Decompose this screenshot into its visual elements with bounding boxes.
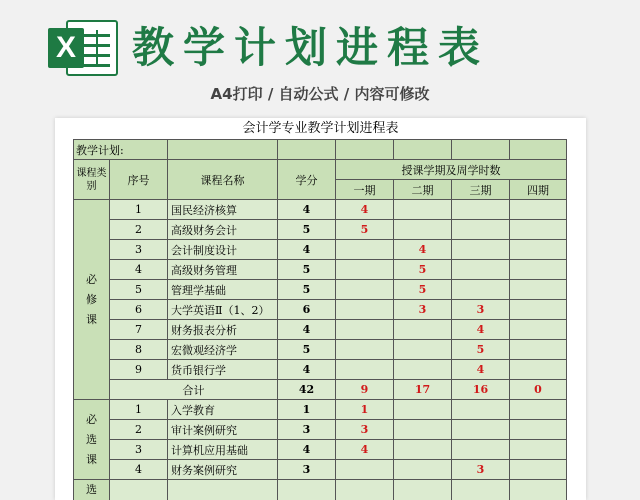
term-hours[interactable] [394,320,452,340]
note-label[interactable]: 教学计划: [74,140,168,160]
term-header[interactable]: 三期 [452,180,510,200]
table-row [74,400,567,420]
table-row [74,300,567,320]
term-hours[interactable] [394,200,452,220]
table-row [74,480,567,500]
row-number[interactable]: 6 [110,300,168,320]
term-hours[interactable] [336,340,394,360]
term-hours[interactable]: 4 [452,360,510,380]
empty-cell[interactable] [168,480,278,500]
term-hours[interactable]: 3 [452,300,510,320]
term-hours[interactable] [394,400,452,420]
term-hours[interactable]: 3 [336,420,394,440]
plan-table [73,139,567,500]
row-number[interactable]: 4 [110,260,168,280]
term-hours[interactable] [394,460,452,480]
row-number[interactable]: 1 [110,200,168,220]
term-hours[interactable] [336,320,394,340]
credit-value[interactable]: 4 [278,200,336,220]
sheet-title: 会计学专业教学计划进程表 [242,121,399,136]
total-label[interactable]: 合计 [110,380,278,400]
course-name[interactable]: 入学教育 [168,400,278,420]
term-hours[interactable] [510,200,567,220]
excel-icon [48,20,118,76]
term-hours[interactable] [394,420,452,440]
term-hours[interactable] [452,260,510,280]
term-hours[interactable] [510,280,567,300]
term-hours[interactable]: 3 [452,460,510,480]
empty-cell[interactable] [452,480,510,500]
table-row [74,280,567,300]
credit-value[interactable]: 1 [278,400,336,420]
credit-value[interactable]: 5 [278,280,336,300]
course-name[interactable]: 高级财务管理 [168,260,278,280]
term-hours[interactable] [452,420,510,440]
term-hours[interactable] [510,420,567,440]
term-hours[interactable] [394,340,452,360]
term-hours[interactable] [336,360,394,380]
category-char: 修 [86,292,97,306]
term-hours[interactable] [510,240,567,260]
row-number[interactable]: 3 [110,440,168,460]
term-hours[interactable] [394,360,452,380]
category-char: 必 [86,272,97,286]
row-number[interactable]: 2 [110,220,168,240]
total-term-hours[interactable]: 9 [336,380,394,400]
category-elective[interactable] [74,400,110,480]
credit-value[interactable]: 4 [278,320,336,340]
credit-value[interactable]: 3 [278,460,336,480]
term-hours[interactable]: 5 [336,220,394,240]
banner [0,0,640,112]
table-row [74,440,567,460]
term-hours[interactable]: 5 [394,280,452,300]
page-title: 教学计划进程表 [132,23,490,72]
category-next[interactable]: 选 [74,480,110,500]
total-term-hours[interactable]: 17 [394,380,452,400]
row-number[interactable]: 5 [110,280,168,300]
term-hours[interactable] [452,220,510,240]
total-term-hours[interactable]: 0 [510,380,567,400]
page-subtitle: A4打印 / 自动公式 / 内容可修改 [210,85,430,103]
term-hours[interactable]: 4 [394,240,452,260]
category-char: 课 [86,312,97,326]
row-number[interactable]: 4 [110,460,168,480]
term-hours[interactable]: 4 [336,440,394,460]
category-char: 必 [86,412,97,426]
term-hours[interactable] [394,220,452,240]
term-header[interactable]: 一期 [336,180,394,200]
term-hours[interactable] [336,280,394,300]
credit-value[interactable]: 3 [278,420,336,440]
term-hours[interactable] [452,240,510,260]
table-row [74,420,567,440]
header-row [74,160,567,180]
course-name[interactable]: 高级财务会计 [168,220,278,240]
course-name[interactable]: 财务报表分析 [168,320,278,340]
table-row [74,240,567,260]
empty-cell[interactable] [394,480,452,500]
course-name[interactable]: 审计案例研究 [168,420,278,440]
table-row [74,340,567,360]
term-hours[interactable]: 4 [336,200,394,220]
term-hours[interactable] [510,460,567,480]
course-name-header[interactable]: 课程名称 [168,160,278,200]
table-row [74,360,567,380]
table-row [74,320,567,340]
empty-cell[interactable] [278,480,336,500]
empty-cell[interactable] [510,480,567,500]
term-hours[interactable]: 5 [394,260,452,280]
term-hours[interactable]: 4 [452,320,510,340]
total-term-hours[interactable]: 16 [452,380,510,400]
total-credit[interactable]: 42 [278,380,336,400]
term-hours[interactable] [510,360,567,380]
term-hours[interactable] [510,440,567,460]
term-hours[interactable] [510,320,567,340]
term-hours[interactable] [510,300,567,320]
course-name[interactable]: 财务案例研究 [168,460,278,480]
spreadsheet-page [55,118,586,500]
number-header[interactable]: 序号 [110,160,168,200]
term-hours[interactable] [336,260,394,280]
term-hours[interactable] [336,460,394,480]
credit-value[interactable]: 4 [278,360,336,380]
credit-value[interactable]: 5 [278,260,336,280]
credit-value[interactable]: 5 [278,340,336,360]
term-hours[interactable] [452,400,510,420]
credit-value[interactable]: 6 [278,300,336,320]
term-hours[interactable] [336,240,394,260]
course-name[interactable]: 计算机应用基础 [168,440,278,460]
term-hours[interactable]: 5 [452,340,510,360]
empty-cell[interactable] [336,480,394,500]
note-row [74,140,567,160]
course-name[interactable]: 管理学基础 [168,280,278,300]
course-name[interactable]: 大学英语Ⅱ（1、2） [168,300,278,320]
term-hours[interactable]: 1 [336,400,394,420]
term-hours[interactable]: 3 [394,300,452,320]
total-row [74,380,567,400]
row-number[interactable]: 9 [110,360,168,380]
course-name[interactable]: 国民经济核算 [168,200,278,220]
terms-group-header[interactable]: 授课学期及周学时数 [336,160,567,180]
category-char: 选 [86,432,97,446]
table-row [74,200,567,220]
table-row [74,220,567,240]
term-hours[interactable] [510,220,567,240]
term-hours[interactable] [394,440,452,460]
credit-value[interactable]: 4 [278,240,336,260]
term-hours[interactable] [452,280,510,300]
row-number[interactable]: 3 [110,240,168,260]
category-char: 课 [86,452,97,466]
table-row [74,260,567,280]
term-hours[interactable] [510,260,567,280]
term-hours[interactable] [452,200,510,220]
row-number[interactable]: 1 [110,400,168,420]
credit-value[interactable]: 4 [278,440,336,460]
empty-cell[interactable] [110,480,168,500]
category-required[interactable] [74,200,110,400]
row-number[interactable]: 2 [110,420,168,440]
table-row [74,460,567,480]
credit-header[interactable]: 学分 [278,160,336,200]
excel-badge: X [48,28,84,68]
course-name[interactable]: 宏微观经济学 [168,340,278,360]
term-hours[interactable] [452,440,510,460]
term-header[interactable]: 二期 [394,180,452,200]
term-hours[interactable] [336,300,394,320]
term-hours[interactable] [510,340,567,360]
credit-value[interactable]: 5 [278,220,336,240]
term-hours[interactable] [510,400,567,420]
row-number[interactable]: 8 [110,340,168,360]
course-name[interactable]: 货币银行学 [168,360,278,380]
category-header[interactable]: 课程类别 [74,160,110,200]
row-number[interactable]: 7 [110,320,168,340]
term-header[interactable]: 四期 [510,180,567,200]
course-name[interactable]: 会计制度设计 [168,240,278,260]
